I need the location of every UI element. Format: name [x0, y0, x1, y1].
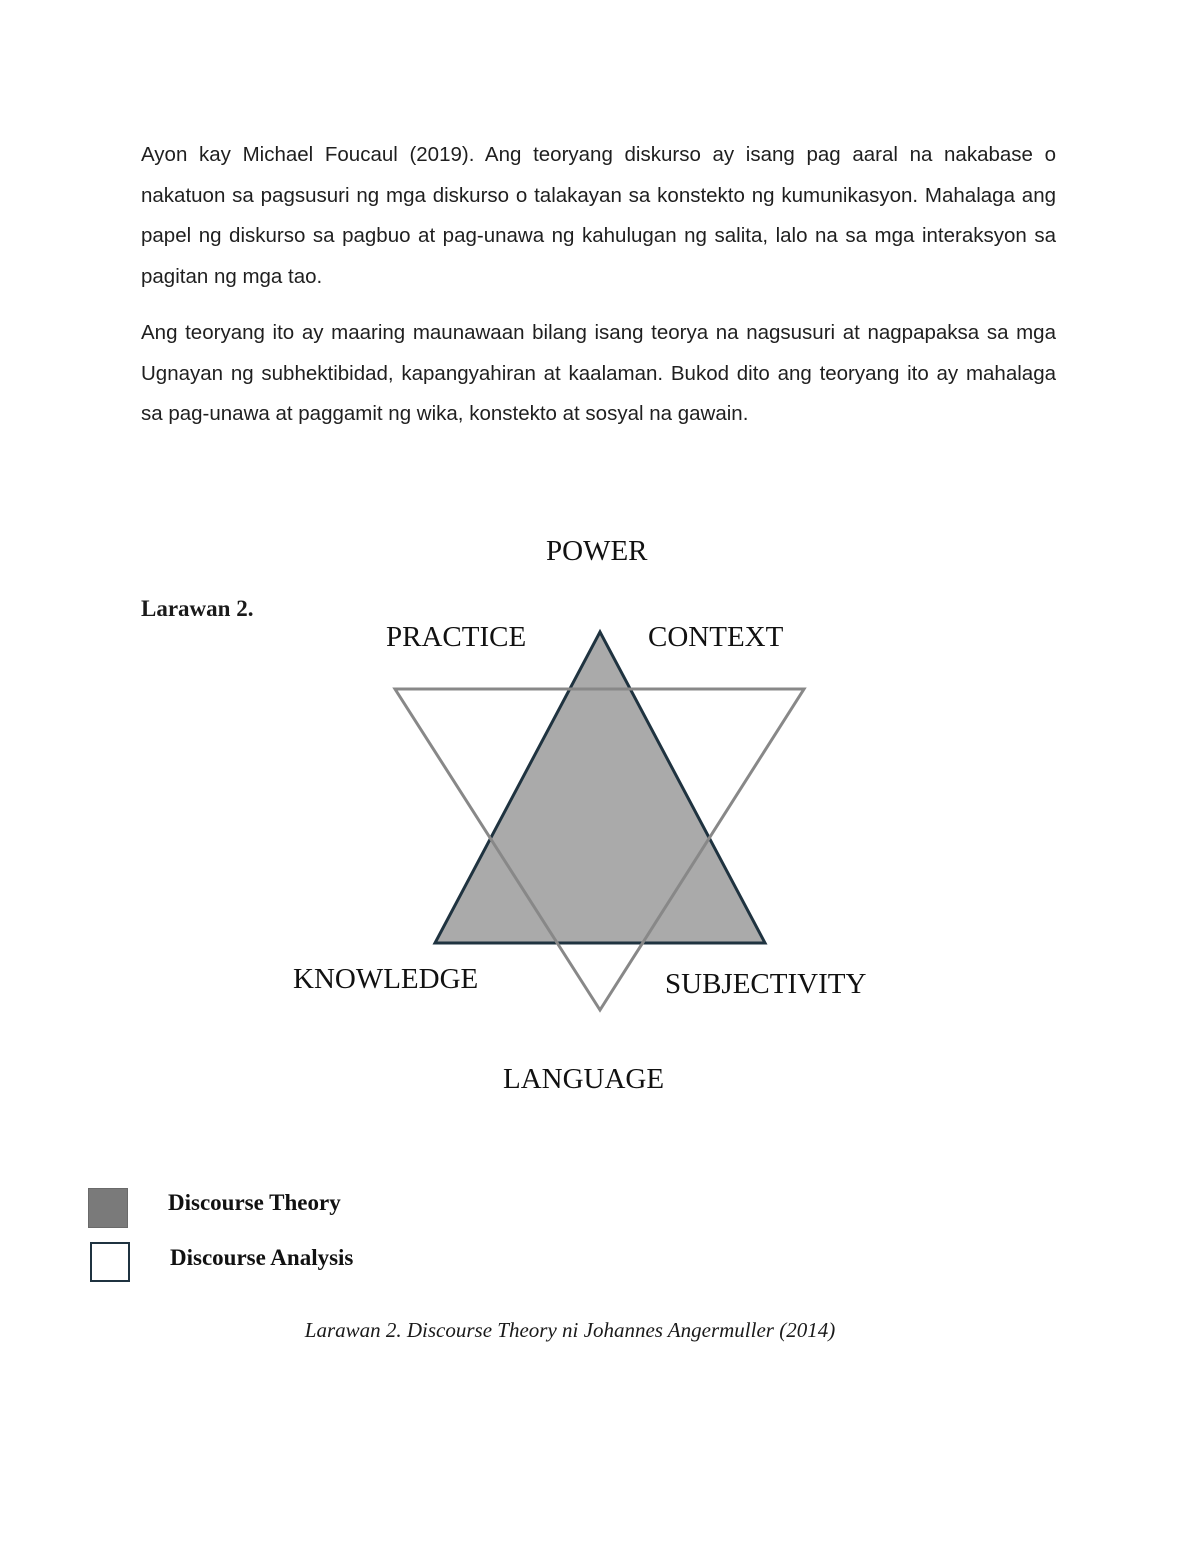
paragraph-1: Ayon kay Michael Foucaul (2019). Ang teoryang diskurso ay isang pag aaral na nakabase o nakatuon sa pagsusuri ng mga diskurso o talakayan sa konstekto ng kumunikasyon. Mahalaga ang papel ng diskurso sa pagbuo at pag-unawa ng kahulugan ng salita, lalo na sa mga interaksyon sa pagitan ng mga tao. — [141, 143, 1056, 288]
legend-swatch-theory — [88, 1188, 128, 1228]
label-practice: PRACTICE — [386, 621, 527, 653]
label-subjectivity: SUBJECTIVITY — [665, 968, 867, 1000]
legend-swatch-analysis — [90, 1242, 130, 1282]
paragraph-2: Ang teoryang ito ay maaring maunawaan bilang isang teorya na nagsusuri at nagpapaksa sa mga Ugnayan ng subhektibidad, kapangyahiran at kaalaman. Bukod dito ang teoryang ito ay mahalaga sa pag-unawa at paggamit ng wika, konstekto at sosyal na gawain. — [141, 321, 1056, 425]
legend-label-theory: Discourse Theory — [168, 1190, 341, 1215]
figure-label: Larawan 2. — [141, 596, 254, 621]
label-context: CONTEXT — [648, 621, 784, 653]
label-power: POWER — [546, 535, 648, 567]
discourse-theory-triangle — [435, 632, 765, 943]
figure-caption: Larawan 2. Discourse Theory ni Johannes Angermuller (2014) — [304, 1318, 836, 1342]
legend-label-analysis: Discourse Analysis — [170, 1245, 354, 1270]
label-language: LANGUAGE — [503, 1063, 665, 1095]
label-knowledge: KNOWLEDGE — [293, 963, 479, 995]
